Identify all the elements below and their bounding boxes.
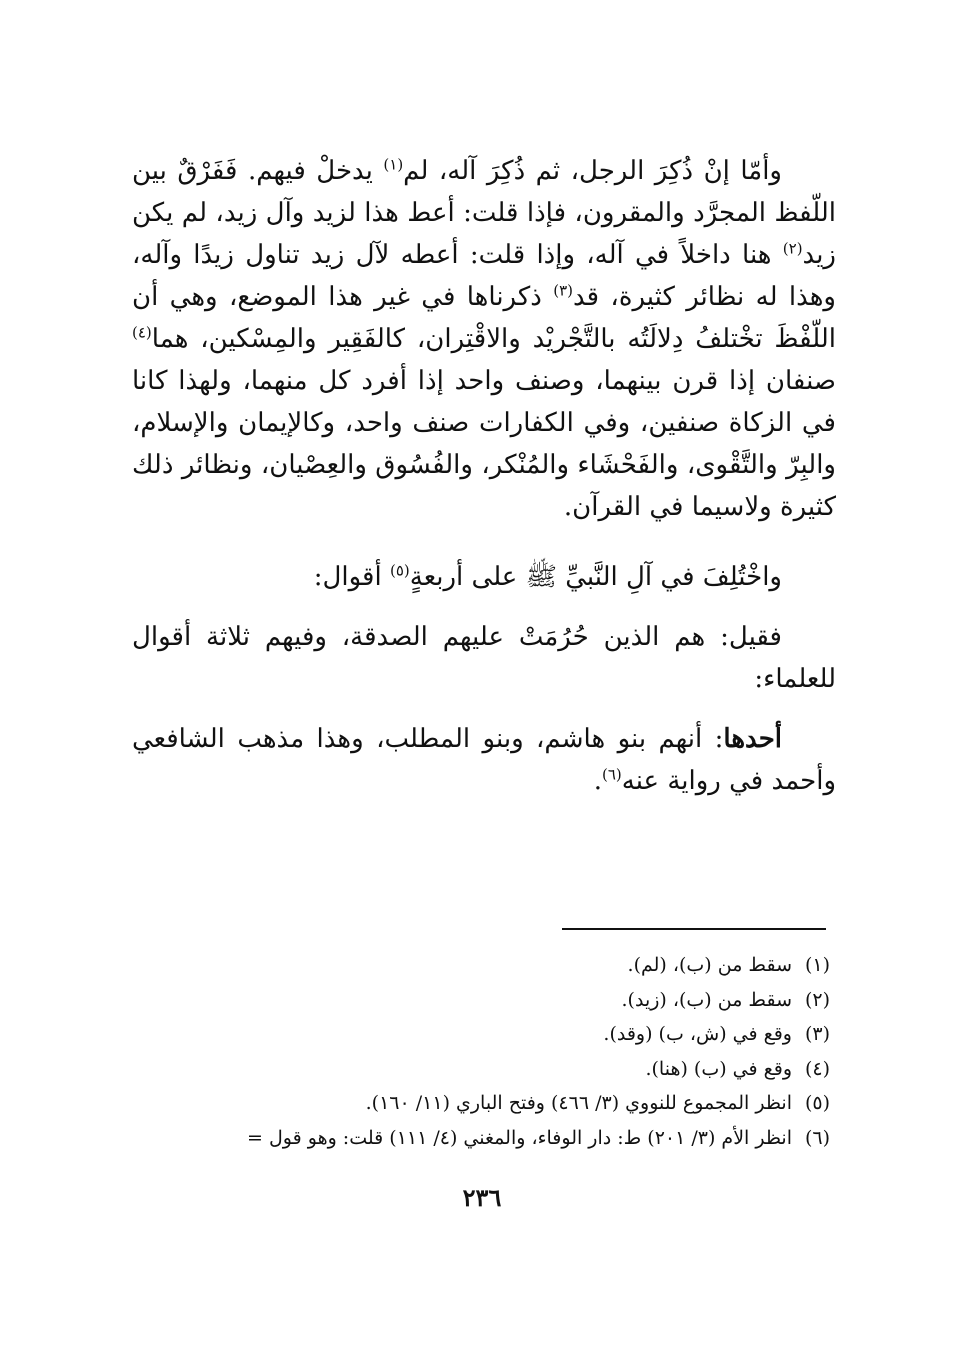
footnote-ref-1[interactable]: (١) [383,155,404,174]
footnote-item [130,1052,830,1087]
footnote-item [130,983,830,1018]
text-run: : أنهم بنو هاشم، وبنو المطلب، وهذا مذهب الشافعي وأحمد في رواية عنه [132,724,836,796]
footnote-item [130,1017,830,1052]
footnote-ref-5[interactable]: (٥) [389,561,410,580]
footnotes [130,948,830,1155]
text-run: واخْتُلِفَ في آلِ النَّبيِّ ﷺ على أربعةٍ [409,562,782,592]
footnote-number: (٦) [804,1126,830,1149]
paragraph-4 [132,718,836,802]
footnote-text: وقع في (ش، ب) (وقد). [603,1023,792,1045]
footnote-ref-6[interactable]: (٦) [601,765,622,784]
footnote-separator [562,928,826,930]
footnote-number: (٣) [804,1023,830,1045]
text-run: أقوال: [313,562,390,592]
footnote-text: سقط من (ب)، (زيد). [621,988,792,1011]
paragraph-2 [132,556,836,598]
text-run: يدخلْ فيهم. فَفَرْقٌ بين اللّفظ المجرَّد والمقرون، فإذا قلت: أعط هذا لزيد وآل زيد، لم يكن زيد [132,156,836,270]
footnote-item [130,1086,830,1121]
footnote-text: سقط من (ب)، (لم). [627,954,792,976]
footnote-item [130,948,830,983]
main-text [132,150,836,802]
footnote-number: (١) [804,954,830,976]
footnote-number: (٥) [804,1092,830,1114]
footnote-text: وقع في (ب) (هنا). [645,1057,792,1080]
page-number: ٢٣٦ [462,1183,502,1212]
footnote-ref-2[interactable]: (٢) [782,239,803,258]
paragraph-1 [132,150,836,528]
footnote-item [130,1121,830,1156]
text-run: صنفان إذا قرن بينهما، وصنف واحد إذا أفرد كل منهما، ولهذا كانا في الزكاة صنفين، وفي الكفارات صنف واحد، وكالإيمان والإسلام، والبِرّ والتَّقْوى، والفَحْشَاء والمُنْكر، والفُسُوق والعِصْيان، ونظائر ذلك كثيرة ولاسيما في القرآن. [132,366,836,522]
paragraph-3: فقيل: هم الذين حُرُمَتْ عليهم الصدقة، وفيهم ثلاثة أقوال للعلماء: [132,622,836,694]
footnote-text: انظر الأم (٣/ ٢٠١) ط: دار الوفاء، والمغني (٤/ ١١١) قلت: وهو قول = [247,1126,792,1149]
text-run: ذكرناها في غير هذا الموضع، وهي أن اللّفْظَ تخْتلفُ دِلالَتُه بالتَّجْريْد والاقْتِران، كالفَقِير والمِسْكين، هما [132,282,836,354]
footnote-number: (٢) [804,988,830,1011]
lead-word: أحدها [723,724,782,754]
footnote-text: انظر المجموع للنووي (٣/ ٤٦٦) وفتح الباري (١١/ ١٦٠). [365,1092,792,1114]
footnote-ref-4[interactable]: (٤) [132,323,152,342]
text-run: وأمّا إنْ ذُكِرَ الرجل، ثم ذُكِرَ آله، لم [403,156,782,186]
footnote-number: (٤) [804,1057,830,1080]
text-run: هنا داخلاً في آله، وإذا قلت: أعطه لآل زيد تناول زيدًا وآله، وهذا له نظائر كثيرة، قد [132,240,836,312]
text-run: . [593,766,602,796]
footnote-ref-3[interactable]: (٣) [553,281,573,300]
